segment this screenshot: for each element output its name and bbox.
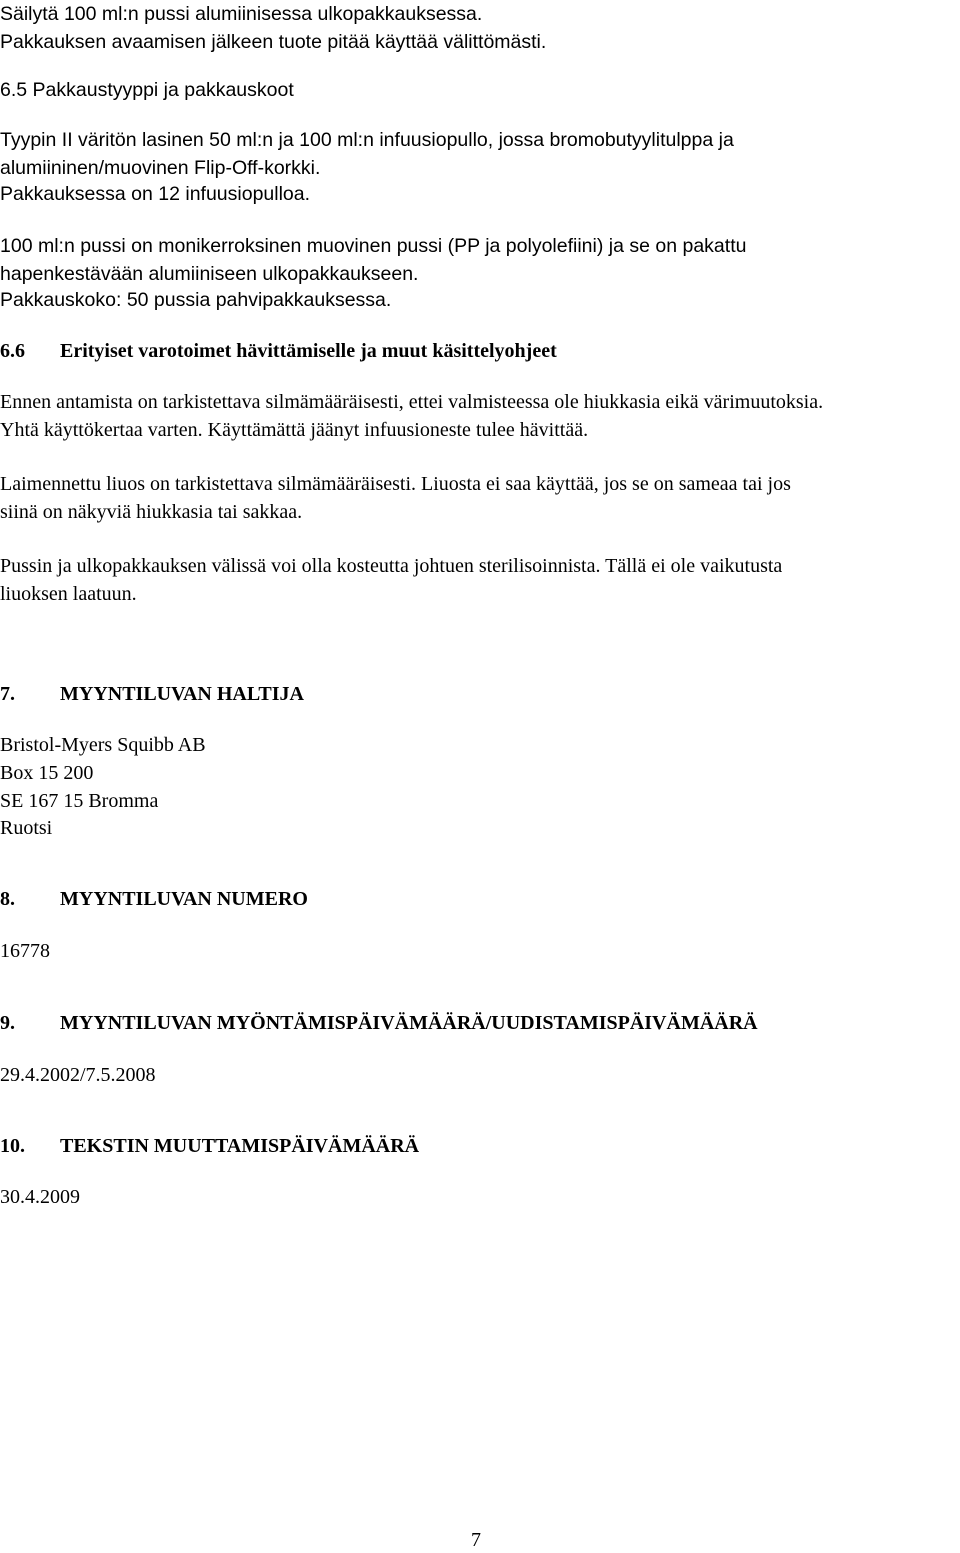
section-10-title [0, 1133, 419, 1159]
section-9-value: 29.4.2002/7.5.2008 [0, 1064, 156, 1086]
section-10-heading: TEKSTIN MUUTTAMISPÄIVÄMÄÄRÄ [60, 1135, 420, 1157]
section-8-value: 16778 [0, 940, 50, 962]
section-7-number: 7. [0, 683, 15, 705]
section-6-6-para1-line2: Yhtä käyttökertaa varten. Käyttämättä jäänyt infuusioneste tulee hävittää. [0, 419, 589, 441]
holder-postal: SE 167 15 Bromma [0, 790, 159, 812]
section-6-5-para1-line1: Tyypin II väritön lasinen 50 ml:n ja 100 ml:n infuusiopullo, jossa bromobutyylitulppa ja [0, 129, 734, 151]
section-6-6-para2-line1: Laimennettu liuos on tarkistettava silmämääräisesti. Liuosta ei saa käyttää, jos se on sameaa tai jos [0, 473, 791, 495]
holder-box: Box 15 200 [0, 762, 94, 784]
section-6-6-title [0, 338, 557, 364]
section-10-number: 10. [0, 1135, 25, 1157]
section-6-5-para2-line2: hapenkestävään alumiiniseen ulkopakkaukseen. [0, 263, 419, 285]
page-number: 7 [471, 1529, 481, 1551]
section-9-heading: MYYNTILUVAN MYÖNTÄMISPÄIVÄMÄÄRÄ/UUDISTAMISPÄIVÄMÄÄRÄ [60, 1012, 758, 1034]
section-6-5-heading: 6.5 Pakkaustyyppi ja pakkauskoot [0, 79, 294, 101]
section-7-heading: MYYNTILUVAN HALTIJA [60, 683, 304, 705]
section-10-value: 30.4.2009 [0, 1186, 80, 1208]
section-7-title [0, 681, 304, 707]
holder-name: Bristol-Myers Squibb AB [0, 734, 206, 756]
storage-line-2: Pakkauksen avaamisen jälkeen tuote pitää käyttää välittömästi. [0, 31, 547, 53]
section-6-6-para2-line2: siinä on näkyviä hiukkasia tai sakkaa. [0, 501, 303, 523]
section-6-5-para2-line3: Pakkauskoko: 50 pussia pahvipakkauksessa. [0, 289, 392, 311]
section-8-number: 8. [0, 888, 15, 910]
storage-line-1: Säilytä 100 ml:n pussi alumiinisessa ulkopakkauksessa. [0, 3, 483, 25]
section-8-heading: MYYNTILUVAN NUMERO [60, 888, 308, 910]
section-6-6-heading: Erityiset varotoimet hävittämiselle ja muut käsittelyohjeet [60, 340, 557, 362]
holder-country: Ruotsi [0, 817, 53, 839]
section-6-6-para3-line1: Pussin ja ulkopakkauksen välissä voi olla kosteutta johtuen sterilisoinnista. Tällä ei ole vaikutusta [0, 555, 783, 577]
section-6-5-para1-line2: alumiininen/muovinen Flip-Off-korkki. [0, 157, 321, 179]
section-9-title [0, 1010, 758, 1036]
section-9-number: 9. [0, 1012, 15, 1034]
section-6-5-para2-line1: 100 ml:n pussi on monikerroksinen muovinen pussi (PP ja polyolefiini) ja se on pakattu [0, 235, 747, 257]
section-6-6-para1-line1: Ennen antamista on tarkistettava silmämääräisesti, ettei valmisteessa ole hiukkasia eikä värimuutoksia. [0, 391, 824, 413]
section-6-6-number: 6.6 [0, 340, 25, 362]
section-8-title [0, 886, 308, 912]
section-6-5-para1-line3: Pakkauksessa on 12 infuusiopulloa. [0, 183, 311, 205]
section-6-6-para3-line2: liuoksen laatuun. [0, 583, 137, 605]
